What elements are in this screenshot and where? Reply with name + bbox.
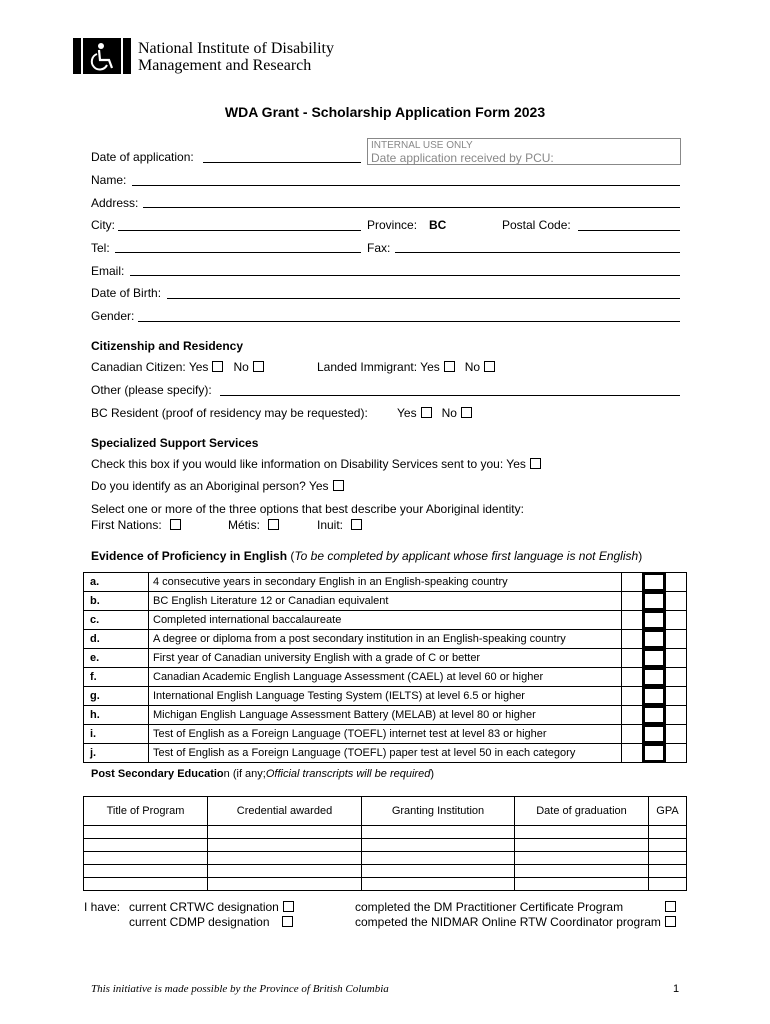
canadian-yes-checkbox[interactable] bbox=[212, 361, 223, 372]
education-cell[interactable] bbox=[208, 852, 362, 865]
english-row-text: Completed international baccalaureate bbox=[149, 611, 622, 630]
english-row-gap-right bbox=[666, 687, 687, 706]
english-row-text: Test of English as a Foreign Language (TOEFL) internet test at level 83 or higher bbox=[149, 725, 622, 744]
education-cell[interactable] bbox=[362, 839, 515, 852]
gender-label: Gender: bbox=[91, 309, 135, 323]
education-cell[interactable] bbox=[649, 852, 687, 865]
english-row-gap-right bbox=[666, 611, 687, 630]
fax-label: Fax: bbox=[367, 241, 391, 255]
education-row bbox=[84, 852, 687, 865]
english-row-text: BC English Literature 12 or Canadian equivalent bbox=[149, 592, 622, 611]
english-row-checkbox-cell bbox=[643, 706, 666, 725]
landed-yes-checkbox[interactable] bbox=[444, 361, 455, 372]
metis-option bbox=[228, 518, 279, 532]
education-heading-tail: n bbox=[223, 768, 230, 780]
english-row-letter: d. bbox=[84, 630, 149, 649]
canadian-no-label: No bbox=[233, 360, 249, 374]
province-label: Province: bbox=[367, 218, 418, 232]
bc-resident-label: BC Resident (proof of residency may be requested): bbox=[91, 406, 368, 420]
english-row-letter: j. bbox=[84, 744, 149, 763]
english-heading-row bbox=[91, 549, 642, 563]
education-cell[interactable] bbox=[362, 878, 515, 891]
internal-use-header: INTERNAL USE ONLY bbox=[371, 140, 473, 151]
english-row-checkbox[interactable] bbox=[643, 687, 665, 705]
dm-option bbox=[355, 900, 676, 914]
english-row bbox=[84, 611, 687, 630]
english-row-gap bbox=[622, 573, 643, 592]
canadian-no-checkbox[interactable] bbox=[253, 361, 264, 372]
province-value: BC bbox=[429, 218, 447, 232]
english-row-letter: a. bbox=[84, 573, 149, 592]
english-row-gap-right bbox=[666, 706, 687, 725]
education-note: Official transcripts will be required bbox=[265, 768, 431, 780]
english-row-checkbox[interactable] bbox=[643, 725, 665, 743]
footer-text: This initiative is made possible by the Province of British Columbia bbox=[91, 983, 389, 995]
english-row-checkbox-cell bbox=[643, 725, 666, 744]
english-row-letter: c. bbox=[84, 611, 149, 630]
english-row bbox=[84, 592, 687, 611]
english-row bbox=[84, 687, 687, 706]
education-cell[interactable] bbox=[515, 839, 649, 852]
english-row-gap bbox=[622, 649, 643, 668]
education-cell[interactable] bbox=[84, 865, 208, 878]
education-cell[interactable] bbox=[649, 865, 687, 878]
education-heading-row bbox=[91, 768, 434, 780]
english-row-letter: e. bbox=[84, 649, 149, 668]
dm-checkbox[interactable] bbox=[665, 901, 676, 912]
nidmar-option bbox=[355, 915, 676, 929]
english-row-text: 4 consecutive years in secondary English in an English-speaking country bbox=[149, 573, 622, 592]
english-row bbox=[84, 649, 687, 668]
english-row-gap bbox=[622, 706, 643, 725]
english-row-gap bbox=[622, 725, 643, 744]
english-row-gap bbox=[622, 630, 643, 649]
english-note: To be completed by applicant whose first language is not English bbox=[294, 549, 639, 563]
dob-label: Date of Birth: bbox=[91, 286, 162, 300]
date-of-application-field[interactable] bbox=[203, 162, 361, 163]
first-nations-option bbox=[91, 518, 181, 532]
canadian-citizen-row bbox=[91, 360, 264, 374]
page-number: 1 bbox=[673, 983, 680, 995]
citizenship-heading: Citizenship and Residency bbox=[91, 339, 244, 353]
email-label: Email: bbox=[91, 264, 125, 278]
education-cell[interactable] bbox=[208, 839, 362, 852]
name-label: Name: bbox=[91, 173, 127, 187]
col-title-of-program: Title of Program bbox=[84, 797, 208, 826]
name-field[interactable] bbox=[132, 185, 680, 186]
aboriginal-identity-label: Select one or more of the three options that best describe your Aboriginal identity: bbox=[91, 502, 524, 516]
english-row-gap-right bbox=[666, 592, 687, 611]
landed-no-label: No bbox=[464, 360, 481, 374]
crtwc-label: current CRTWC designation bbox=[129, 900, 279, 914]
education-cell[interactable] bbox=[84, 826, 208, 839]
other-specify-label: Other (please specify): bbox=[91, 383, 212, 397]
english-row-letter: i. bbox=[84, 725, 149, 744]
nidmar-checkbox[interactable] bbox=[665, 916, 676, 927]
education-cell[interactable] bbox=[208, 878, 362, 891]
english-row-gap bbox=[622, 744, 643, 763]
aboriginal-row bbox=[91, 479, 344, 493]
fax-field[interactable] bbox=[395, 252, 680, 253]
email-field[interactable] bbox=[130, 275, 680, 276]
english-row-checkbox-cell bbox=[643, 744, 666, 763]
english-row-letter: g. bbox=[84, 687, 149, 706]
landed-immigrant-label: Landed Immigrant: Yes bbox=[317, 360, 440, 374]
disability-info-row bbox=[91, 457, 541, 471]
metis-label: Métis: bbox=[228, 518, 261, 532]
col-date-of-graduation: Date of graduation bbox=[515, 797, 649, 826]
postal-code-label: Postal Code: bbox=[502, 218, 571, 232]
cdmp-label: current CDMP designation bbox=[129, 915, 270, 929]
english-row bbox=[84, 573, 687, 592]
education-row bbox=[84, 865, 687, 878]
disability-info-label: Check this box if you would like information on Disability Services sent to you: Yes bbox=[91, 457, 526, 471]
education-cell[interactable] bbox=[84, 839, 208, 852]
english-row-gap-right bbox=[666, 649, 687, 668]
education-note-prefix: (if any; bbox=[229, 768, 266, 780]
cdmp-checkbox[interactable] bbox=[282, 916, 293, 927]
english-proficiency-table bbox=[83, 572, 687, 763]
first-nations-checkbox[interactable] bbox=[170, 519, 181, 530]
other-specify-field[interactable] bbox=[220, 395, 680, 396]
canadian-citizen-label: Canadian Citizen: Yes bbox=[91, 360, 209, 374]
bc-yes-label: Yes bbox=[397, 406, 417, 420]
internal-received-label: Date application received by PCU: bbox=[371, 151, 554, 165]
english-row-checkbox-cell bbox=[643, 649, 666, 668]
crtwc-option bbox=[129, 900, 294, 914]
english-heading: Evidence of Proficiency in English bbox=[91, 549, 288, 563]
education-row bbox=[84, 839, 687, 852]
page-title: WDA Grant - Scholarship Application Form 2023 bbox=[224, 104, 546, 120]
education-cell[interactable] bbox=[649, 826, 687, 839]
english-row-text: Michigan English Language Assessment Battery (MELAB) at level 80 or higher bbox=[149, 706, 622, 725]
crtwc-checkbox[interactable] bbox=[283, 901, 294, 912]
education-cell[interactable] bbox=[208, 826, 362, 839]
education-cell[interactable] bbox=[84, 878, 208, 891]
postal-code-field[interactable] bbox=[578, 230, 680, 231]
dob-field[interactable] bbox=[167, 298, 680, 299]
english-row-checkbox[interactable] bbox=[643, 592, 665, 610]
bc-resident-options bbox=[397, 406, 472, 420]
inuit-label: Inuit: bbox=[317, 518, 344, 532]
english-row-gap-right bbox=[666, 744, 687, 763]
education-row bbox=[84, 826, 687, 839]
address-field[interactable] bbox=[143, 207, 680, 208]
english-row-checkbox[interactable] bbox=[643, 649, 665, 667]
logo-mark bbox=[73, 38, 131, 74]
english-row bbox=[84, 725, 687, 744]
english-note-open: ( bbox=[290, 549, 295, 563]
metis-checkbox[interactable] bbox=[268, 519, 279, 530]
education-table bbox=[83, 796, 687, 891]
disability-info-checkbox[interactable] bbox=[530, 458, 541, 469]
english-row-gap-right bbox=[666, 725, 687, 744]
english-row-checkbox[interactable] bbox=[643, 573, 665, 591]
english-row-gap-right bbox=[666, 630, 687, 649]
aboriginal-label: Do you identify as an Aboriginal person? Yes bbox=[91, 479, 329, 493]
english-row-letter: b. bbox=[84, 592, 149, 611]
english-row-checkbox[interactable] bbox=[643, 630, 665, 648]
nidmar-label: competed the NIDMAR Online RTW Coordinator program bbox=[355, 915, 661, 929]
english-row-letter: h. bbox=[84, 706, 149, 725]
english-row-gap-right bbox=[666, 668, 687, 687]
inuit-option bbox=[317, 518, 362, 532]
english-row-gap bbox=[622, 668, 643, 687]
english-row-checkbox-cell bbox=[643, 592, 666, 611]
education-cell[interactable] bbox=[515, 865, 649, 878]
english-row bbox=[84, 630, 687, 649]
tel-label: Tel: bbox=[91, 241, 110, 255]
english-row-text: International English Language Testing System (IELTS) at level 6.5 or higher bbox=[149, 687, 622, 706]
english-row-text: First year of Canadian university English with a grade of C or better bbox=[149, 649, 622, 668]
internal-use-box bbox=[367, 138, 681, 165]
education-row bbox=[84, 878, 687, 891]
gender-field[interactable] bbox=[138, 321, 680, 322]
english-row-checkbox-cell bbox=[643, 668, 666, 687]
address-label: Address: bbox=[91, 196, 139, 210]
wheelchair-icon bbox=[73, 38, 131, 74]
english-row-text: Canadian Academic English Language Assessment (CAEL) at level 60 or higher bbox=[149, 668, 622, 687]
english-row-gap-right bbox=[666, 573, 687, 592]
education-cell[interactable] bbox=[649, 878, 687, 891]
education-cell[interactable] bbox=[515, 826, 649, 839]
education-cell[interactable] bbox=[362, 852, 515, 865]
support-heading: Specialized Support Services bbox=[91, 436, 259, 450]
english-row-letter: f. bbox=[84, 668, 149, 687]
english-row-gap bbox=[622, 611, 643, 630]
english-row-checkbox[interactable] bbox=[643, 611, 665, 629]
english-row-gap bbox=[622, 592, 643, 611]
english-row-checkbox[interactable] bbox=[643, 706, 665, 724]
english-row-checkbox[interactable] bbox=[643, 744, 665, 762]
city-label: City: bbox=[91, 218, 115, 232]
english-row-text: A degree or diploma from a post secondary institution in an English-speaking country bbox=[149, 630, 622, 649]
city-field[interactable] bbox=[118, 230, 361, 231]
english-note-close: ) bbox=[638, 549, 643, 563]
bc-no-checkbox[interactable] bbox=[461, 407, 472, 418]
english-row-text: Test of English as a Foreign Language (TOEFL) paper test at level 50 in each category bbox=[149, 744, 622, 763]
logo-text bbox=[138, 40, 334, 74]
col-granting-institution: Granting Institution bbox=[362, 797, 515, 826]
date-of-application-label: Date of application: bbox=[91, 150, 194, 164]
logo-line-2: Management and Research bbox=[138, 57, 312, 74]
col-credential-awarded: Credential awarded bbox=[208, 797, 362, 826]
english-row-checkbox[interactable] bbox=[643, 668, 665, 686]
english-row bbox=[84, 668, 687, 687]
education-header-row bbox=[84, 797, 687, 826]
english-row bbox=[84, 744, 687, 763]
dm-label: completed the DM Practitioner Certificate Program bbox=[355, 900, 624, 914]
english-row bbox=[84, 706, 687, 725]
english-row-checkbox-cell bbox=[643, 573, 666, 592]
bc-yes-checkbox[interactable] bbox=[421, 407, 432, 418]
education-cell[interactable] bbox=[362, 865, 515, 878]
tel-field[interactable] bbox=[115, 252, 361, 253]
col-gpa: GPA bbox=[649, 797, 687, 826]
english-row-checkbox-cell bbox=[643, 611, 666, 630]
education-cell[interactable] bbox=[84, 852, 208, 865]
first-nations-label: First Nations: bbox=[91, 518, 162, 532]
education-cell[interactable] bbox=[362, 826, 515, 839]
i-have-label: I have: bbox=[84, 900, 121, 914]
landed-immigrant-row bbox=[317, 360, 495, 374]
english-row-checkbox-cell bbox=[643, 630, 666, 649]
education-cell[interactable] bbox=[208, 865, 362, 878]
aboriginal-yes-checkbox[interactable] bbox=[333, 480, 344, 491]
inuit-checkbox[interactable] bbox=[351, 519, 362, 530]
education-heading bbox=[91, 768, 230, 780]
education-cell[interactable] bbox=[649, 839, 687, 852]
education-cell[interactable] bbox=[515, 878, 649, 891]
english-row-gap bbox=[622, 687, 643, 706]
education-note-close: ) bbox=[430, 768, 434, 780]
english-row-checkbox-cell bbox=[643, 687, 666, 706]
education-heading-main: Post Secondary Educatio bbox=[91, 768, 224, 780]
landed-no-checkbox[interactable] bbox=[484, 361, 495, 372]
cdmp-option bbox=[129, 915, 293, 929]
education-cell[interactable] bbox=[515, 852, 649, 865]
bc-no-label: No bbox=[441, 406, 457, 420]
logo-line-1: National Institute of Disability bbox=[138, 40, 334, 57]
